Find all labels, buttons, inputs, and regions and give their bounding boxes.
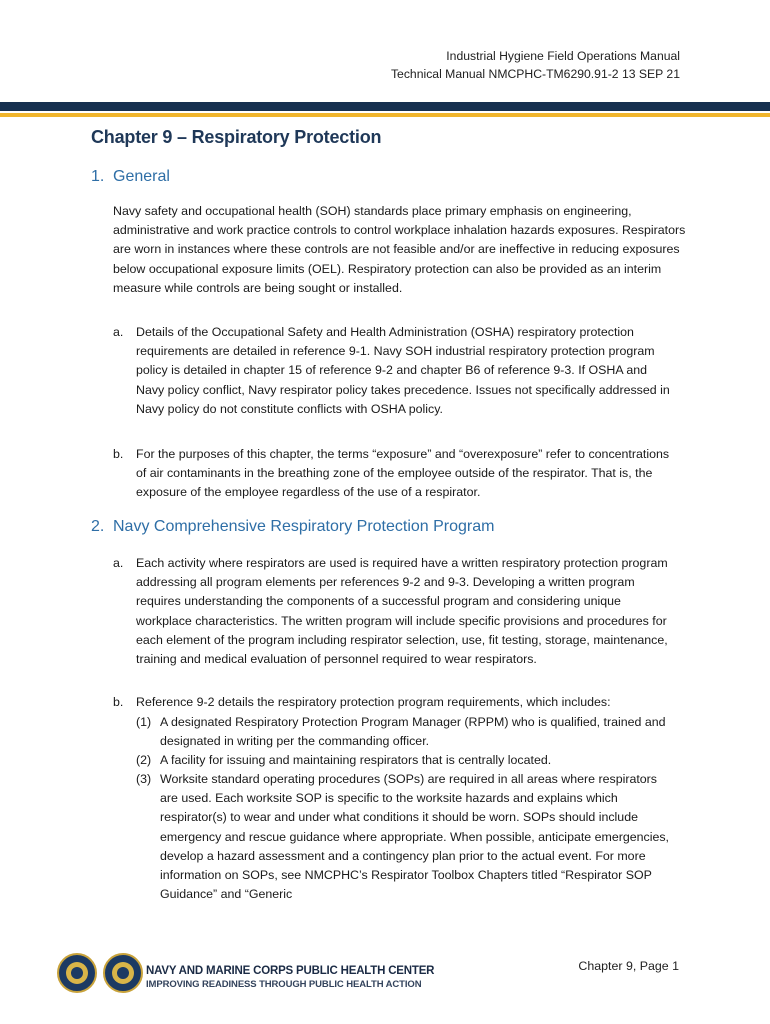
sub-list-marker: (1): [136, 715, 152, 729]
sub-list-item: [136, 770, 671, 904]
page-number: Chapter 9, Page 1: [578, 959, 679, 973]
list-item-text: For the purposes of this chapter, the terms “exposure” and “overexposure” refer to concentrations of air contaminants in the breathing zone of the employee outside of the respirator. That is, the exposure of the employee regardless of the use of a respirator.: [136, 447, 670, 500]
sub-list-item: [136, 713, 671, 751]
header-rule-navy: [0, 102, 770, 111]
section-heading-general: [91, 168, 170, 186]
list-item: [113, 554, 678, 669]
running-header: [391, 47, 680, 83]
sub-list-item-text: Worksite standard operating procedures (SOPs) are required in all areas where respirators are used. Each worksite SOP is specific to the worksite hazards and explains which respirator(s) to wear and under what conditions it should be worn. SOPs should include emergency and rescue guidance where appropriate. When possible, anticipate emergencies, develop a hazard assessment and a contingency plan prior to the actual event. For more information on SOPs, see NMCPHC’s Respirator Toolbox Chapters titled “Respirator SOP Guidance” and “Generic: [160, 772, 670, 902]
sub-list-item-text: A designated Respiratory Protection Program Manager (RPPM) who is qualified, trained and designated in writing per the commanding officer.: [160, 715, 666, 749]
chapter-title: Chapter 9 – Respiratory Protection: [91, 127, 382, 147]
list-marker: b.: [113, 447, 124, 461]
organization-tagline: IMPROVING READINESS THROUGH PUBLIC HEALTH ACTION: [146, 979, 422, 990]
list-item-text: Reference 9-2 details the respiratory protection program requirements, which includes:: [136, 695, 611, 709]
section-intro-paragraph: Navy safety and occupational health (SOH) standards place primary emphasis on engineering, administrative and work practice controls to control workplace inhalation hazards exposures. Respirators are worn in instances where these controls are not feasible and/or are ineffective in reducing exposures below occupational exposure limits (OEL). Respiratory protection can also be provided as an interim measure while controls are being sought or installed.: [113, 204, 686, 295]
list-item: [113, 323, 678, 419]
list-item-text: Each activity where respirators are used is required have a written respiratory protection program addressing all program elements per references 9-2 and 9-3. Developing a written program requires understanding the components of a successful program and considering unique workplace characteristics. The written program will include specific provisions and procedures for each element of the program including respirator selection, use, fit testing, storage, maintenance, training and medical evaluation of personnel required to wear respirators.: [136, 556, 668, 667]
list-item: [113, 445, 678, 503]
section-title: Navy Comprehensive Respiratory Protection Program: [113, 518, 495, 535]
navy-seal-icon: [57, 953, 97, 993]
organization-name: NAVY AND MARINE CORPS PUBLIC HEALTH CENTER: [146, 965, 435, 977]
list-marker: b.: [113, 695, 124, 709]
section-title: General: [113, 168, 170, 185]
section-number: 1.: [91, 168, 105, 185]
list-item-text: Details of the Occupational Safety and Health Administration (OSHA) respiratory protection requirements are detailed in reference 9-1. Navy SOH industrial respiratory protection program policy is detailed in chapter 15 of reference 9-2 and chapter B6 of reference 9-3. If OSHA and Navy policy conflict, Navy respirator policy takes precedence. Issues not specifically addressed in Navy policy do not constitute conflicts with OSHA policy.: [136, 325, 670, 416]
section-number: 2.: [91, 518, 105, 535]
manual-number: Technical Manual NMCPHC-TM6290.91-2 13 SEP 21: [390, 67, 680, 81]
header-rule-gold: [0, 113, 770, 117]
sub-list-marker: (2): [136, 753, 152, 767]
footer-organization: [146, 964, 434, 992]
marine-corps-seal-icon: [103, 953, 143, 993]
list-item: [113, 693, 678, 712]
section-heading-program: [91, 518, 494, 536]
list-marker: a.: [113, 325, 124, 339]
sub-list-item: [136, 751, 671, 770]
list-marker: a.: [113, 556, 124, 570]
sub-list-item-text: A facility for issuing and maintaining respirators that is centrally located.: [160, 753, 552, 767]
manual-title: Industrial Hygiene Field Operations Manual: [446, 49, 680, 63]
sub-list-marker: (3): [136, 772, 152, 786]
